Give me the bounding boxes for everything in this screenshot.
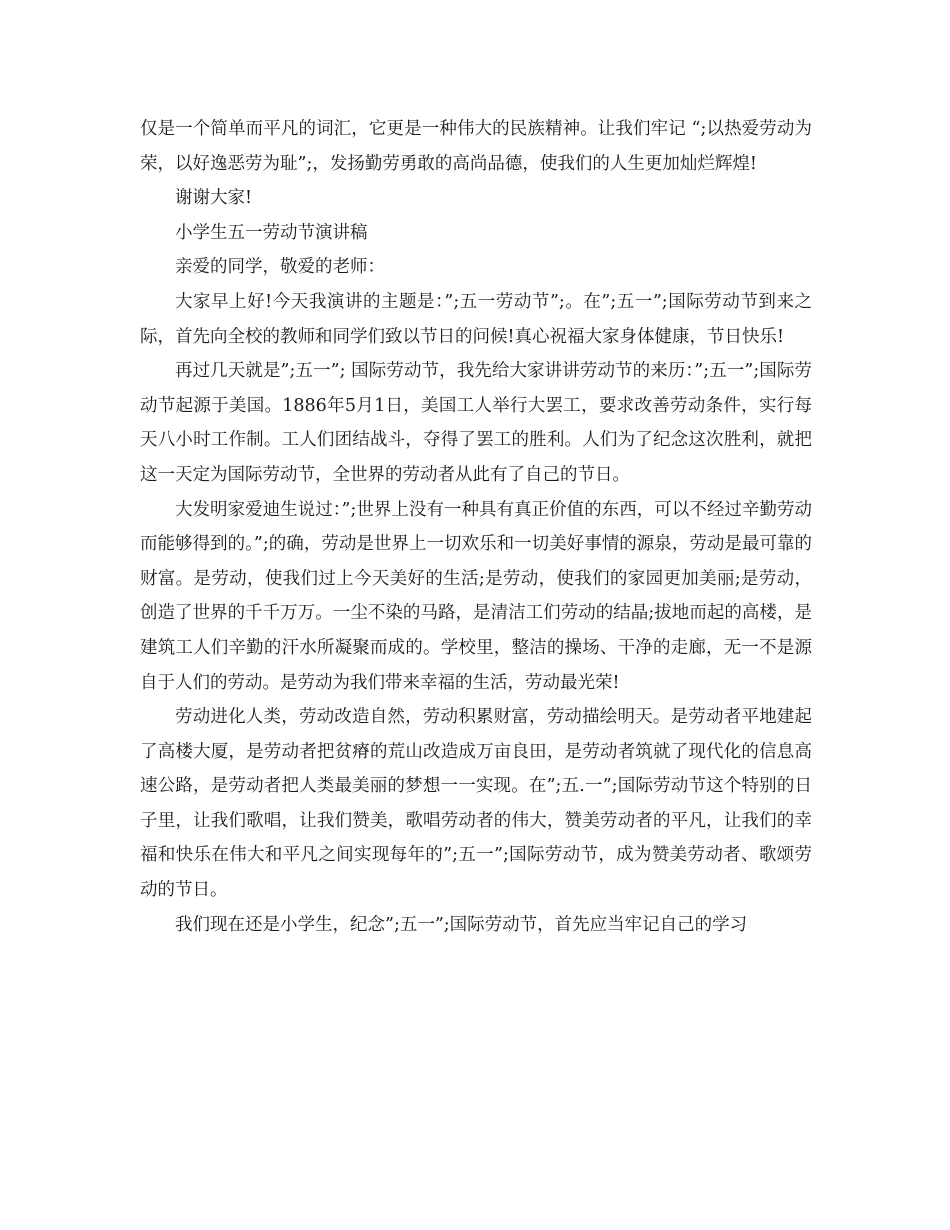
document-body bbox=[140, 112, 812, 942]
paragraph-2: 谢谢大家! bbox=[175, 188, 253, 209]
paragraph-6: 再过几天就是”;五一”; 国际劳动节，我先给大家讲讲劳动节的来历：”;五一”;国际劳动节起源于美国。1886年5月1日，美国工人举行大罢工，要求改善劳动条件，实行每天八小时工作制。工人们团结战斗，夺得了罢工的胜利。人们为了纪念这次胜利，就把这一天定为国际劳动节，全世界的劳动者从此有了自己的节日。 bbox=[140, 361, 812, 485]
paragraph-7: 大发明家爱迪生说过：”;世界上没有一种具有真正价值的东西，可以不经过辛勤劳动而能够得到的。”;的确，劳动是世界上一切欢乐和一切美好事情的源泉，劳动是最可靠的财富。是劳动，使我们过上今天美好的生活;是劳动，使我们的家园更加美丽;是劳动，创造了世界的千千万万。一尘不染的马路，是清洁工们劳动的结晶;拔地而起的高楼，是建筑工人们辛勤的汗水所凝聚而成的。学校里，整洁的操场、干净的走廊，无一不是源自于人们的劳动。是劳动为我们带来幸福的生活，劳动最光荣! bbox=[140, 499, 812, 693]
paragraph-9: 我们现在还是小学生，纪念”;五一”;国际劳动节，首先应当牢记自己的学习 bbox=[175, 914, 748, 935]
paragraph-3: 小学生五一劳动节演讲稿 bbox=[175, 222, 368, 243]
paragraph-5: 大家早上好!今天我演讲的主题是：”;五一劳动节”;。在”;五一”;国际劳动节到来之际，首先向全校的教师和同学们致以节日的问候!真心祝福大家身体健康，节日快乐! bbox=[140, 291, 812, 347]
paragraph-4: 亲爱的同学，敬爱的老师： bbox=[175, 257, 385, 278]
paragraph-8: 劳动进化人类，劳动改造自然，劳动积累财富，劳动描绘明天。是劳动者平地建起了高楼大厦，是劳动者把贫瘠的荒山改造成万亩良田，是劳动者筑就了现代化的信息高速公路，是劳动者把人类最美丽的梦想一一实现。在”;五.一”;国际劳动节这个特别的日子里，让我们歌唱，让我们赞美，歌唱劳动者的伟大，赞美劳动者的平凡，让我们的幸福和快乐在伟大和平凡之间实现每年的”;五一”;国际劳动节，成为赞美劳动者、歌颂劳动的节日。 bbox=[140, 707, 812, 901]
paragraph-1: 仅是一个简单而平凡的词汇，它更是一种伟大的民族精神。让我们牢记 “;以热爱劳动为荣，以好逸恶劳为耻”;，发扬勤劳勇敢的高尚品德，使我们的人生更加灿烂辉煌! bbox=[140, 119, 812, 174]
